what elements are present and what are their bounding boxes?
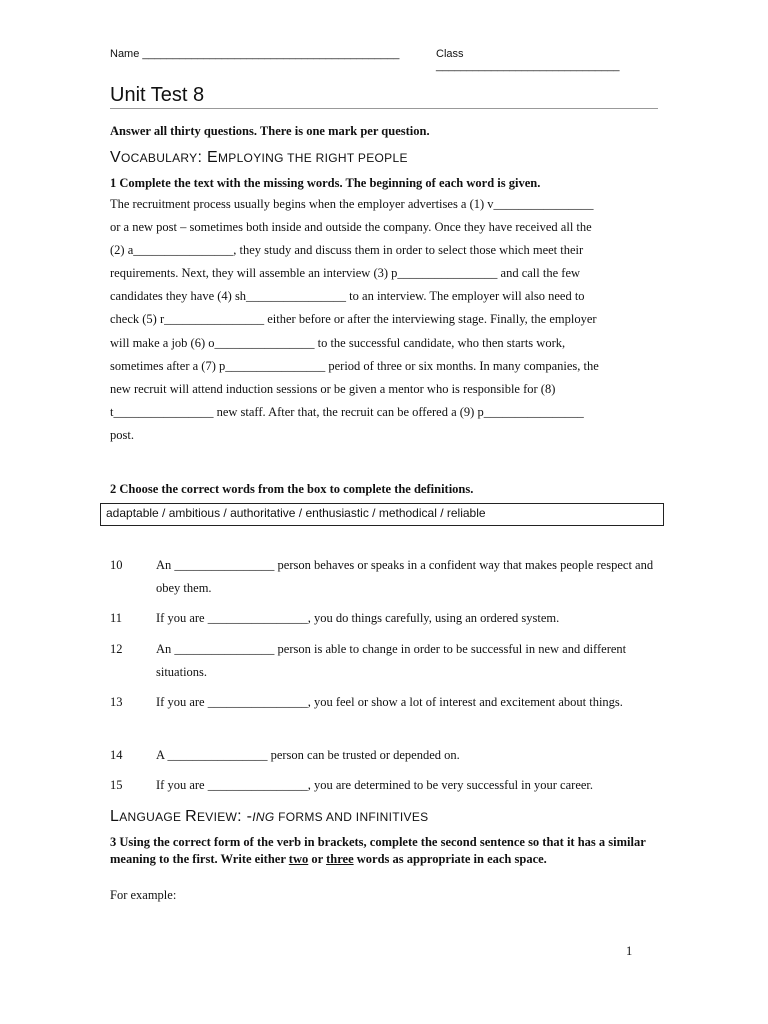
emphasis-three: three xyxy=(326,852,354,866)
title-divider xyxy=(110,108,658,109)
cloze-line: The recruitment process usually begins when the employer advertises a (1) v________________ xyxy=(110,197,594,211)
name-field[interactable]: __________________________________________ xyxy=(142,48,400,60)
task3-heading: 3 Using the correct form of the verb in brackets, complete the second sentence so that it has a similar meaning to the first. Write either two or three words as appropriate in each space. xyxy=(110,835,646,866)
question-text: A ________________ person can be trusted or depended on. xyxy=(156,748,460,762)
cloze-line: new recruit will attend induction sessions or be given a mentor who is responsible for (8) xyxy=(110,381,556,396)
name-class-row xyxy=(110,48,620,72)
question-text: If you are ________________, you feel or show a lot of interest and excitement about things. xyxy=(156,695,623,709)
cloze-line: check (5) r________________ either before or after the interviewing stage. Finally, the employer xyxy=(110,312,597,327)
page-number: 1 xyxy=(626,944,633,958)
example-label: For example: xyxy=(110,888,177,902)
cloze-line: t________________ new staff. After that, the recruit can be offered a (9) p________________ xyxy=(110,404,584,419)
cloze-line: will make a job (6) o________________ to the successful candidate, who then starts work, xyxy=(110,335,566,350)
word-box-text: adaptable / ambitious / authoritative / enthusiastic / methodical / reliable xyxy=(106,506,486,520)
question-number: 12 xyxy=(110,642,123,656)
class-label: Class xyxy=(436,48,464,60)
question-number: 10 xyxy=(110,558,123,572)
cloze-line: (2) a________________, they study and discuss them in order to select those which meet their xyxy=(110,243,584,258)
name-label: Name xyxy=(110,48,140,60)
task2-heading: 2 Choose the correct words from the box to complete the definitions. xyxy=(110,482,474,496)
cloze-line: candidates they have (4) sh________________ to an interview. The employer will also need to xyxy=(110,289,585,304)
question-number: 14 xyxy=(110,748,123,762)
cloze-text xyxy=(110,193,662,447)
question-number: 11 xyxy=(110,611,123,625)
section-heading-vocabulary: VOCABULARY: EMPLOYING THE RIGHT PEOPLE xyxy=(110,149,408,166)
question-number: 15 xyxy=(110,778,123,792)
class-field[interactable]: ______________________________ xyxy=(436,60,620,72)
question-text: An ________________ person is able to change in order to be successful in new and different situations. xyxy=(156,642,627,679)
cloze-line: sometimes after a (7) p________________ period of three or six months. In many companies, the xyxy=(110,358,599,373)
general-instruction: Answer all thirty questions. There is one mark per question. xyxy=(110,124,430,138)
emphasis-two: two xyxy=(288,852,309,866)
task1-heading: 1 Complete the text with the missing words. The beginning of each word is given. xyxy=(110,176,541,190)
page-title: Unit Test 8 xyxy=(110,84,205,106)
word-box xyxy=(100,503,664,526)
question-text: If you are ________________, you do things carefully, using an ordered system. xyxy=(156,611,560,625)
cloze-line: or a new post – sometimes both inside and outside the company. Once they have received all the xyxy=(110,220,592,235)
question-number: 13 xyxy=(110,695,123,709)
section-heading-language-review: LANGUAGE REVIEW: -ING FORMS AND INFINITIVES xyxy=(110,808,429,825)
question-text: An ________________ person behaves or speaks in a confident way that makes people respect and obey them. xyxy=(156,558,654,595)
cloze-line: post. xyxy=(110,427,134,442)
cloze-line: requirements. Next, they will assemble an interview (3) p________________ and call the few xyxy=(110,266,581,281)
question-text: If you are ________________, you are determined to be very successful in your career. xyxy=(156,778,594,792)
